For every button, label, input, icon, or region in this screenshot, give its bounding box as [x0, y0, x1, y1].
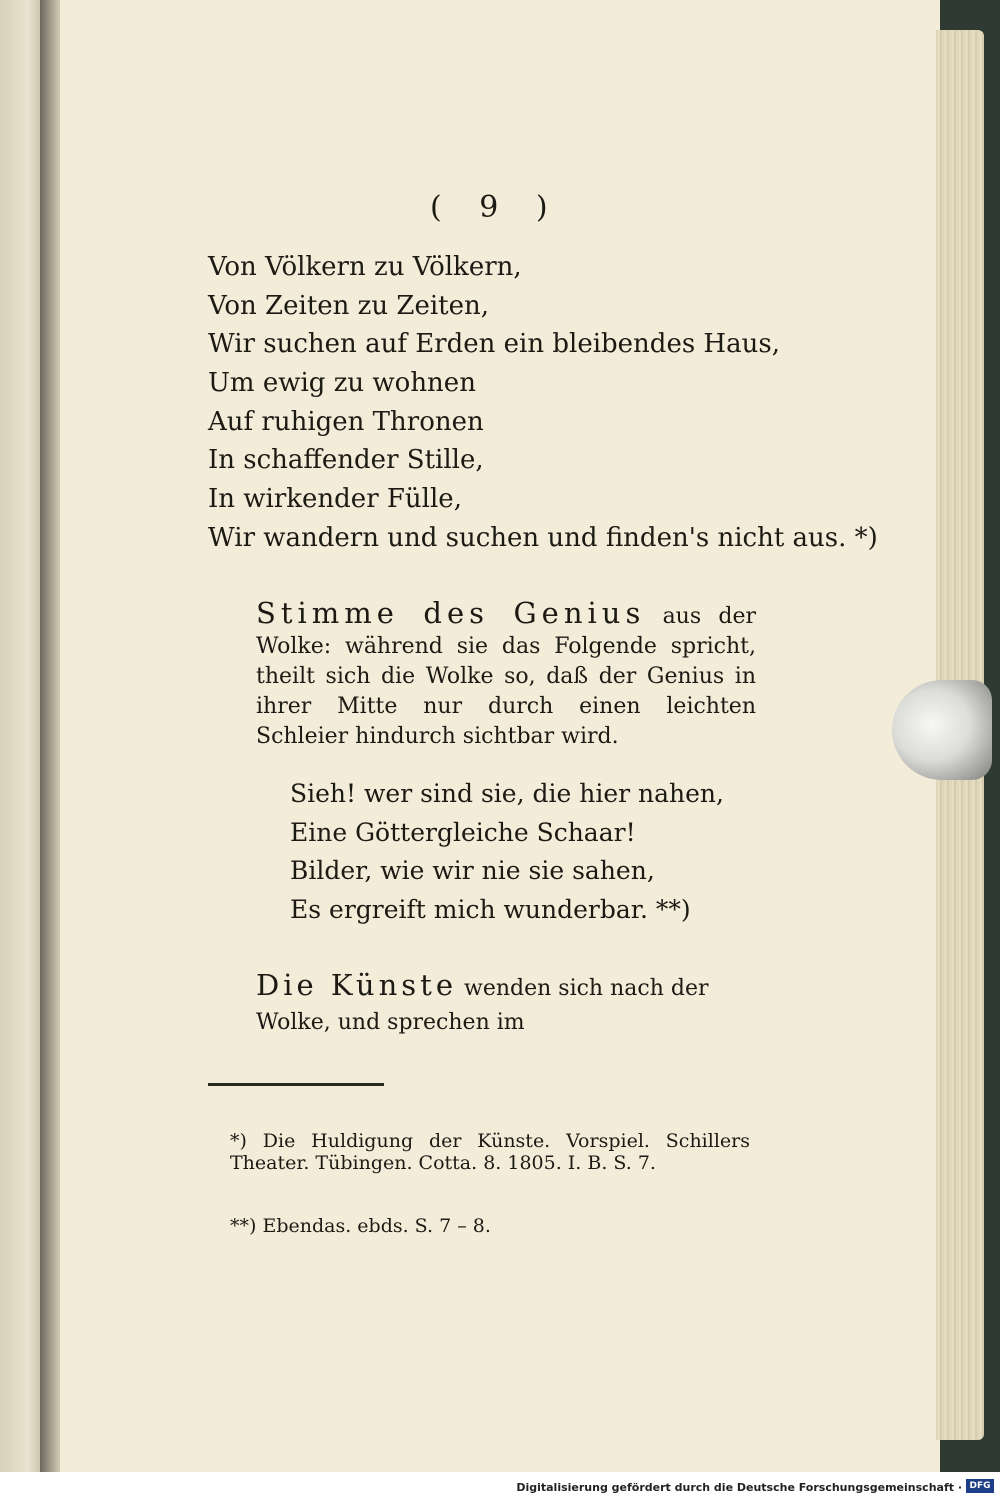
verse-line: In wirkender Fülle, — [208, 484, 462, 515]
verse-line: Eine Göttergleiche Schaar! — [290, 817, 636, 847]
page-clip — [892, 680, 992, 780]
speaker-name: Die Künste — [256, 968, 457, 1002]
speaker-name: Stimme des Genius — [256, 596, 646, 630]
verse-line: Von Zeiten zu Zeiten, — [208, 290, 489, 321]
verse-line: Sieh! wer sind sie, die hier nahen, — [290, 779, 724, 808]
page-number: ( 9 ) — [430, 190, 562, 225]
footnote-1: *) Die Huldigung der Künste. Vorspiel. Schillers Theater. Tübingen. Cotta. 8. 1805. I. B. S. 7. — [230, 1130, 750, 1174]
stage-direction-text: wenden sich nach der Wolke, und sprechen im — [256, 976, 709, 1035]
verse-block-1 — [208, 248, 878, 558]
verse-line: In schaffender Stille, — [208, 445, 484, 476]
dfg-logo: DFG — [966, 1479, 994, 1493]
stage-direction-genius — [256, 598, 756, 752]
verse-line: Es ergreift mich wunderbar. **) — [290, 894, 691, 924]
verse-line: Wir wandern und suchen und finden's nicht aus. *) — [208, 522, 878, 553]
verse-line: Bilder, wie wir nie sie sahen, — [290, 856, 655, 885]
verse-block-2 — [290, 775, 724, 929]
verse-line: Von Völkern zu Völkern, — [208, 252, 522, 282]
verse-line: Wir suchen auf Erden ein bleibendes Haus, — [208, 329, 780, 360]
verse-line: Um ewig zu wohnen — [208, 368, 476, 399]
verse-line: Auf ruhigen Thronen — [208, 406, 484, 437]
stage-direction-text: aus der Wolke: während sie das Folgende spricht, theilt sich die Wolke so, daß der Genius in ihrer Mitte nur durch einen leichten Schleier hindurch sichtbar wird. — [256, 604, 756, 749]
footnote-rule — [208, 1083, 384, 1086]
footnote-2: **) Ebendas. ebds. S. 7 – 8. — [230, 1215, 491, 1237]
stage-direction-kuenste — [256, 968, 756, 1040]
digitization-credit: Digitalisierung gefördert durch die Deutsche Forschungsgemeinschaft · — [516, 1481, 962, 1494]
